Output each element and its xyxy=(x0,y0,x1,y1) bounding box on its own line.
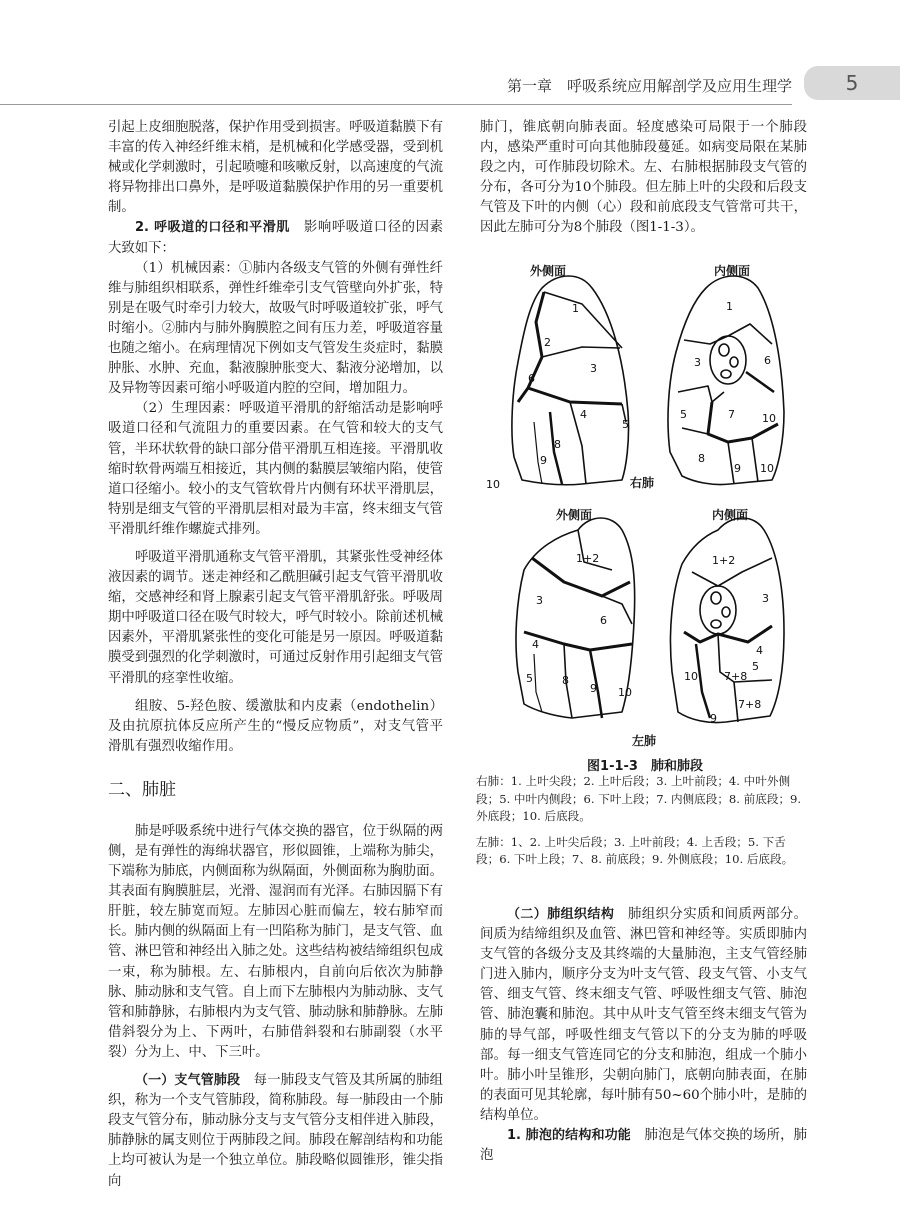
segment-label: 3 xyxy=(536,594,543,607)
segment-label: 4 xyxy=(756,644,763,657)
subheading-paragraph xyxy=(108,218,443,258)
left-lung-lateral xyxy=(516,518,635,718)
segment-label: 1+2 xyxy=(712,554,736,567)
segment-label: 3 xyxy=(694,356,701,369)
segment-label: 2 xyxy=(544,336,551,349)
segment-label: 8 xyxy=(554,438,561,451)
segment-label: 9 xyxy=(734,462,741,475)
subheading: 1. 肺泡的结构和功能 xyxy=(507,1128,631,1144)
right-column-top xyxy=(480,118,807,239)
segment-label: 10 xyxy=(486,478,500,491)
segment-label: 6 xyxy=(600,614,607,627)
segment-label: 5 xyxy=(752,660,759,673)
subsection-text: 每一肺段支气管及其所属的肺组织，称为一个支气管肺段，简称肺段。每一肺段由一个肺段支气管分布，肺动脉分支与支气管分支相伴进入肺段，肺静脉的属支则位于两肺段之间。肺段在解剖结构和功能上均可被认为是一个独立单位。肺段略似圆锥形，锥尖指向 xyxy=(108,1073,443,1189)
segment-label: 10 xyxy=(618,686,632,699)
subheading-text: 影响呼吸道口径的因素大致如下： xyxy=(108,220,444,256)
subheading-text: 肺泡是气体交换的场所，肺泡 xyxy=(480,1128,808,1164)
segment-label: 6 xyxy=(764,354,771,367)
figure-legend xyxy=(476,773,806,869)
segment-label: 4 xyxy=(580,408,587,421)
segment-label: 9 xyxy=(590,682,597,695)
segment-label: 5 xyxy=(526,672,533,685)
paragraph: 肺门，锥底朝向肺表面。轻度感染可局限于一个肺段内，感染严重时可向其他肺段蔓延。如病变局限在某肺段之内，可作肺段切除术。左、右肺根据肺段支气管的分布，各可分为10个肺段。但左肺上叶的尖段和后段支气管及下叶的内侧（心）段和前底段支气管常可共干，因此左肺可分为8个肺段（图1-1-3）。 xyxy=(480,120,807,236)
paragraph: 引起上皮细胞脱落，保护作用受到损害。呼吸道黏膜下有丰富的传入神经纤维末梢，是机械和化学感受器，受到机械或化学刺激时，引起喷嚏和咳嗽反射，以高速度的气流将异物排出口鼻外，是呼吸道黏膜保护作用的另一重要机制。 xyxy=(108,120,443,216)
segment-label: 8 xyxy=(562,674,569,687)
segment-label: 1 xyxy=(572,302,579,315)
subheading: 2. 呼吸道的口径和平滑肌 xyxy=(135,220,290,236)
lung-label-left: 左肺 xyxy=(632,734,657,748)
view-label-right-lateral: 外侧面 xyxy=(530,264,567,278)
lung-segments-figure xyxy=(472,252,808,752)
segment-label: 10 xyxy=(760,462,774,475)
page-number: 5 xyxy=(804,66,900,100)
paragraph: （1）机械因素：①肺内各级支气管的外侧有弹性纤维与肺组织相联系，弹性纤维牵引支气管壁向外扩张，特别是在吸气时牵引力较大，故吸气时呼吸道较扩张，呼气时缩小。②肺内与肺外胸膜腔之间有压力差，呼吸道容量也随之缩小。在病理情况下例如支气管发生炎症时，黏膜肿胀、水肿、充血，黏液腺肿胀变大、黏液分泌增加，以及异物等因素可缩小呼吸道内腔的空间，增加阻力。 xyxy=(108,260,443,397)
segment-label: 4 xyxy=(532,638,539,651)
segment-label: 7+8 xyxy=(738,698,762,711)
segment-label: 9 xyxy=(540,454,547,467)
segment-label: 6 xyxy=(528,372,535,385)
view-label-left-lateral: 外侧面 xyxy=(556,508,593,522)
subsection-heading: （一）支气管肺段 xyxy=(135,1073,241,1089)
segment-label: 5 xyxy=(622,418,629,431)
paragraph: 肺是呼吸系统中进行气体交换的器官，位于纵隔的两侧，是有弹性的海绵状器官，形似圆锥，上端称为肺尖，下端称为肺底，内侧面称为纵隔面，外侧面称为胸肋面。其表面有胸膜脏层，光滑、湿润而有光泽。右肺因膈下有肝脏，较左肺宽而短。左肺因心脏而偏左，较右肺窄而长。肺内侧的纵隔面上有一凹陷称为肺门，是支气管、血管、淋巴管和神经出入肺之处。这些结构被结缔组织包成一束，称为肺根。左、右肺根内，自前向后依次为肺静脉、肺动脉和支气管。自上而下左肺根内为肺动脉、支气管和肺静脉，右肺根内为支气管、肺动脉和肺静脉。左肺借斜裂分为上、下两叶，右肺借斜裂和右肺副裂（水平裂）分为上、中、下三叶。 xyxy=(108,823,443,1060)
chapter-title: 第一章 呼吸系统应用解剖学及应用生理学 xyxy=(506,77,792,95)
subheading-paragraph xyxy=(480,1126,807,1166)
view-label-left-medial: 内侧面 xyxy=(712,508,749,522)
segment-label: 1+2 xyxy=(576,552,600,565)
segment-label: 10 xyxy=(762,412,776,425)
paragraph: （2）生理因素：呼吸道平滑肌的舒缩活动是影响呼吸道口径和气流阻力的重要因素。在气管和较大的支气管，半环状软骨的缺口部分借平滑肌互相连接。平滑肌收缩时软骨两端互相接近，其内侧的黏膜层皱缩内陷，使管道口径缩小。较小的支气管软骨片内侧有环状平滑肌层，特别是细支气管的平滑肌层相对最为丰富，终末细支气管平滑肌纤维作螺旋式排列。 xyxy=(108,401,443,537)
segment-label: 7 xyxy=(728,408,735,421)
segment-label: 8 xyxy=(698,452,705,465)
lung-diagram xyxy=(472,252,808,732)
left-lung-medial xyxy=(670,518,784,723)
segment-label: 1 xyxy=(726,300,733,313)
legend-right-lung: 右肺：1. 上叶尖段；2. 上叶后段；3. 上叶前段；4. 中叶外侧段；5. 中叶内侧段；6. 下叶上段；7. 内侧底段；8. 前底段；9. 外底段；10. 后底段。 xyxy=(476,774,802,824)
subsection-heading: （二）肺组织结构 xyxy=(507,907,615,922)
subsection-paragraph xyxy=(108,1071,443,1192)
section-heading: 二、肺脏 xyxy=(108,779,176,800)
segment-label: 3 xyxy=(590,362,597,375)
segment-label: 10 xyxy=(684,670,698,683)
segment-label: 5 xyxy=(680,408,687,421)
segment-label: 9 xyxy=(710,712,717,725)
view-label-right-medial: 内侧面 xyxy=(714,264,751,278)
segment-label: 3 xyxy=(762,592,769,605)
running-header xyxy=(0,66,900,100)
lung-label-right: 右肺 xyxy=(630,476,655,490)
legend-left-lung: 左肺：1、2. 上叶尖后段；3. 上叶前段；4. 上舌段；5. 下舌段；6. 下叶上段；7、8. 前底段；9. 外侧底段；10. 后底段。 xyxy=(476,834,794,867)
subsection-paragraph xyxy=(480,905,807,1126)
header-rule xyxy=(0,104,792,105)
right-column-bottom xyxy=(480,905,807,1166)
subsection-text: 肺组织分实质和间质两部分。间质为结缔组织及血管、淋巴管和神经等。实质即肺内支气管的各级分支及其终端的大量肺泡，主支气管经肺门进入肺内，顺序分支为叶支气管、段支气管、小支气管、细支气管、终末细支气管、呼吸性细支气管、肺泡管、肺泡囊和肺泡。其中从叶支气管至终末细支气管为肺的导气部，呼吸性细支气管以下的分支为肺的呼吸部。每一细支气管连同它的分支和肺泡，组成一个肺小叶。肺小叶呈锥形，尖朝向肺门，底朝向肺表面，在肺的表面可见其轮廓，每叶肺有50~60个肺小叶，是肺的结构单位。 xyxy=(480,907,807,1123)
segment-label: 7+8 xyxy=(724,670,748,683)
paragraph: 呼吸道平滑肌通称支气管平滑肌，其紧张性受神经体液因素的调节。迷走神经和乙酰胆碱引起支气管平滑肌收缩，交感神经和肾上腺素引起支气管平滑肌舒张。呼吸周期中呼吸道口径在吸气时较大，呼气时较小。除前述机械因素外，平滑肌紧张性的变化可能是另一原因。呼吸道黏膜受到强烈的化学刺激时，可通过反射作用引起细支气管平滑肌的痉挛性收缩。 xyxy=(108,549,443,686)
figure-caption: 图1-1-3 肺和肺段 xyxy=(587,759,703,774)
left-column xyxy=(108,118,443,1192)
paragraph: 组胺、5-羟色胺、缓激肽和内皮素（endothelin）及由抗原抗体反应所产生的“慢反应物质”，对支气管平滑肌有强烈收缩作用。 xyxy=(108,698,443,754)
